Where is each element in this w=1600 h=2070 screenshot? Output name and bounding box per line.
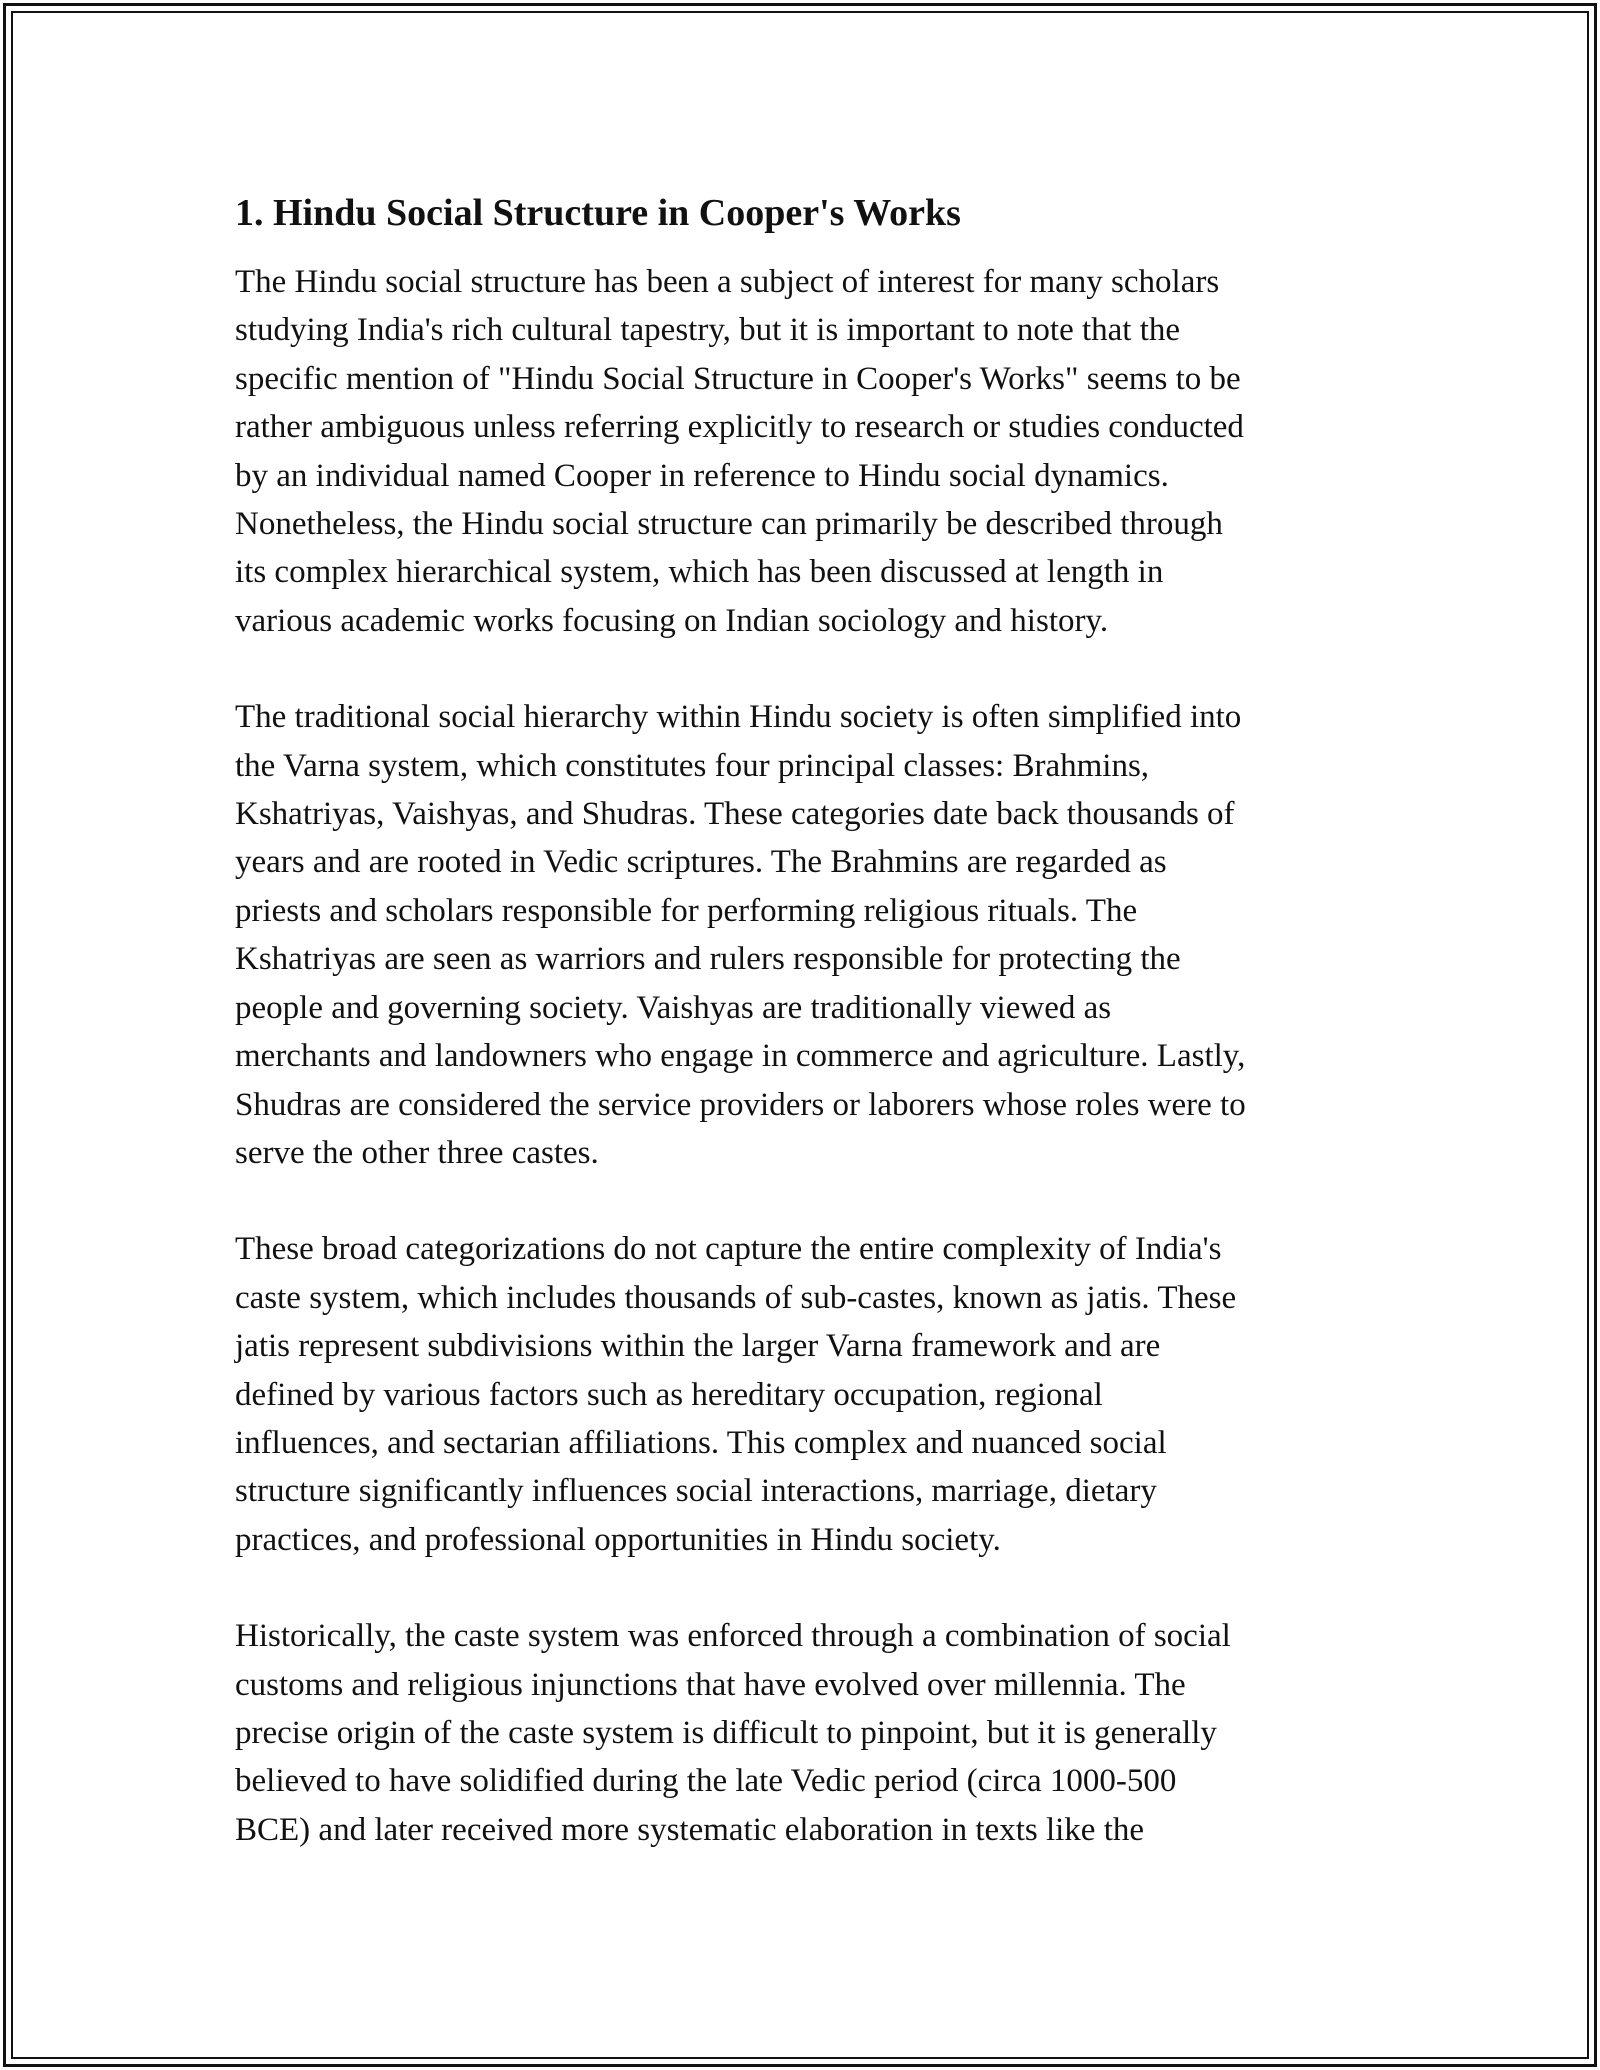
- paragraph-jatis: [235, 1225, 1375, 1564]
- text-line: structure significantly influences social interactions, marriage, dietary: [235, 1473, 1157, 1510]
- text-line: jatis represent subdivisions within the larger Varna framework and are: [235, 1328, 1161, 1365]
- text-line: by an individual named Cooper in reference to Hindu social dynamics.: [235, 457, 1169, 494]
- text-line: Kshatriyas, Vaishyas, and Shudras. These categories date back thousands of: [235, 796, 1235, 833]
- text-line: Historically, the caste system was enforced through a combination of social: [235, 1618, 1231, 1655]
- section-heading: 1. Hindu Social Structure in Cooper's Works: [235, 192, 961, 234]
- text-line: practices, and professional opportunities in Hindu society.: [235, 1521, 1001, 1558]
- text-line: serve the other three castes.: [235, 1134, 599, 1171]
- text-line: precise origin of the caste system is difficult to pinpoint, but it is generally: [235, 1714, 1217, 1751]
- text-line: the Varna system, which constitutes four principal classes: Brahmins,: [235, 747, 1150, 784]
- text-line: influences, and sectarian affiliations. This complex and nuanced social: [235, 1424, 1167, 1461]
- text-line: BCE) and later received more systematic elaboration in texts like the: [235, 1811, 1145, 1848]
- text-line: Kshatriyas are seen as warriors and rulers responsible for protecting the: [235, 941, 1181, 978]
- text-line: specific mention of "Hindu Social Structure in Cooper's Works" seems to be: [235, 360, 1241, 397]
- paragraph-varna-system: [235, 693, 1375, 1177]
- text-line: rather ambiguous unless referring explicitly to research or studies conducted: [235, 409, 1244, 446]
- paragraph-history: [235, 1612, 1375, 1854]
- text-line: merchants and landowners who engage in commerce and agriculture. Lastly,: [235, 1038, 1246, 1075]
- text-line: various academic works focusing on Indian sociology and history.: [235, 602, 1109, 639]
- text-line: Shudras are considered the service providers or laborers whose roles were to: [235, 1086, 1246, 1123]
- text-line: The Hindu social structure has been a subject of interest for many scholars: [235, 264, 1220, 300]
- text-line: priests and scholars responsible for performing religious rituals. The: [235, 892, 1138, 929]
- text-line: defined by various factors such as hereditary occupation, regional: [235, 1376, 1103, 1413]
- document-body: [235, 186, 1375, 1902]
- text-line: people and governing society. Vaishyas are traditionally viewed as: [235, 989, 1112, 1026]
- text-line: customs and religious injunctions that have evolved over millennia. The: [235, 1666, 1186, 1703]
- text-line: caste system, which includes thousands of sub-castes, known as jatis. These: [235, 1279, 1237, 1316]
- text-line: believed to have solidified during the late Vedic period (circa 1000-500: [235, 1763, 1177, 1800]
- text-line: Nonetheless, the Hindu social structure can primarily be described through: [235, 506, 1223, 543]
- text-line: years and are rooted in Vedic scriptures. The Brahmins are regarded as: [235, 844, 1167, 881]
- text-line: its complex hierarchical system, which has been discussed at length in: [235, 554, 1164, 591]
- text-line: These broad categorizations do not capture the entire complexity of India's: [235, 1231, 1222, 1268]
- text-line: studying India's rich cultural tapestry, but it is important to note that the: [235, 312, 1181, 349]
- paragraph-intro: [235, 258, 1375, 645]
- text-line: The traditional social hierarchy within Hindu society is often simplified into: [235, 699, 1242, 736]
